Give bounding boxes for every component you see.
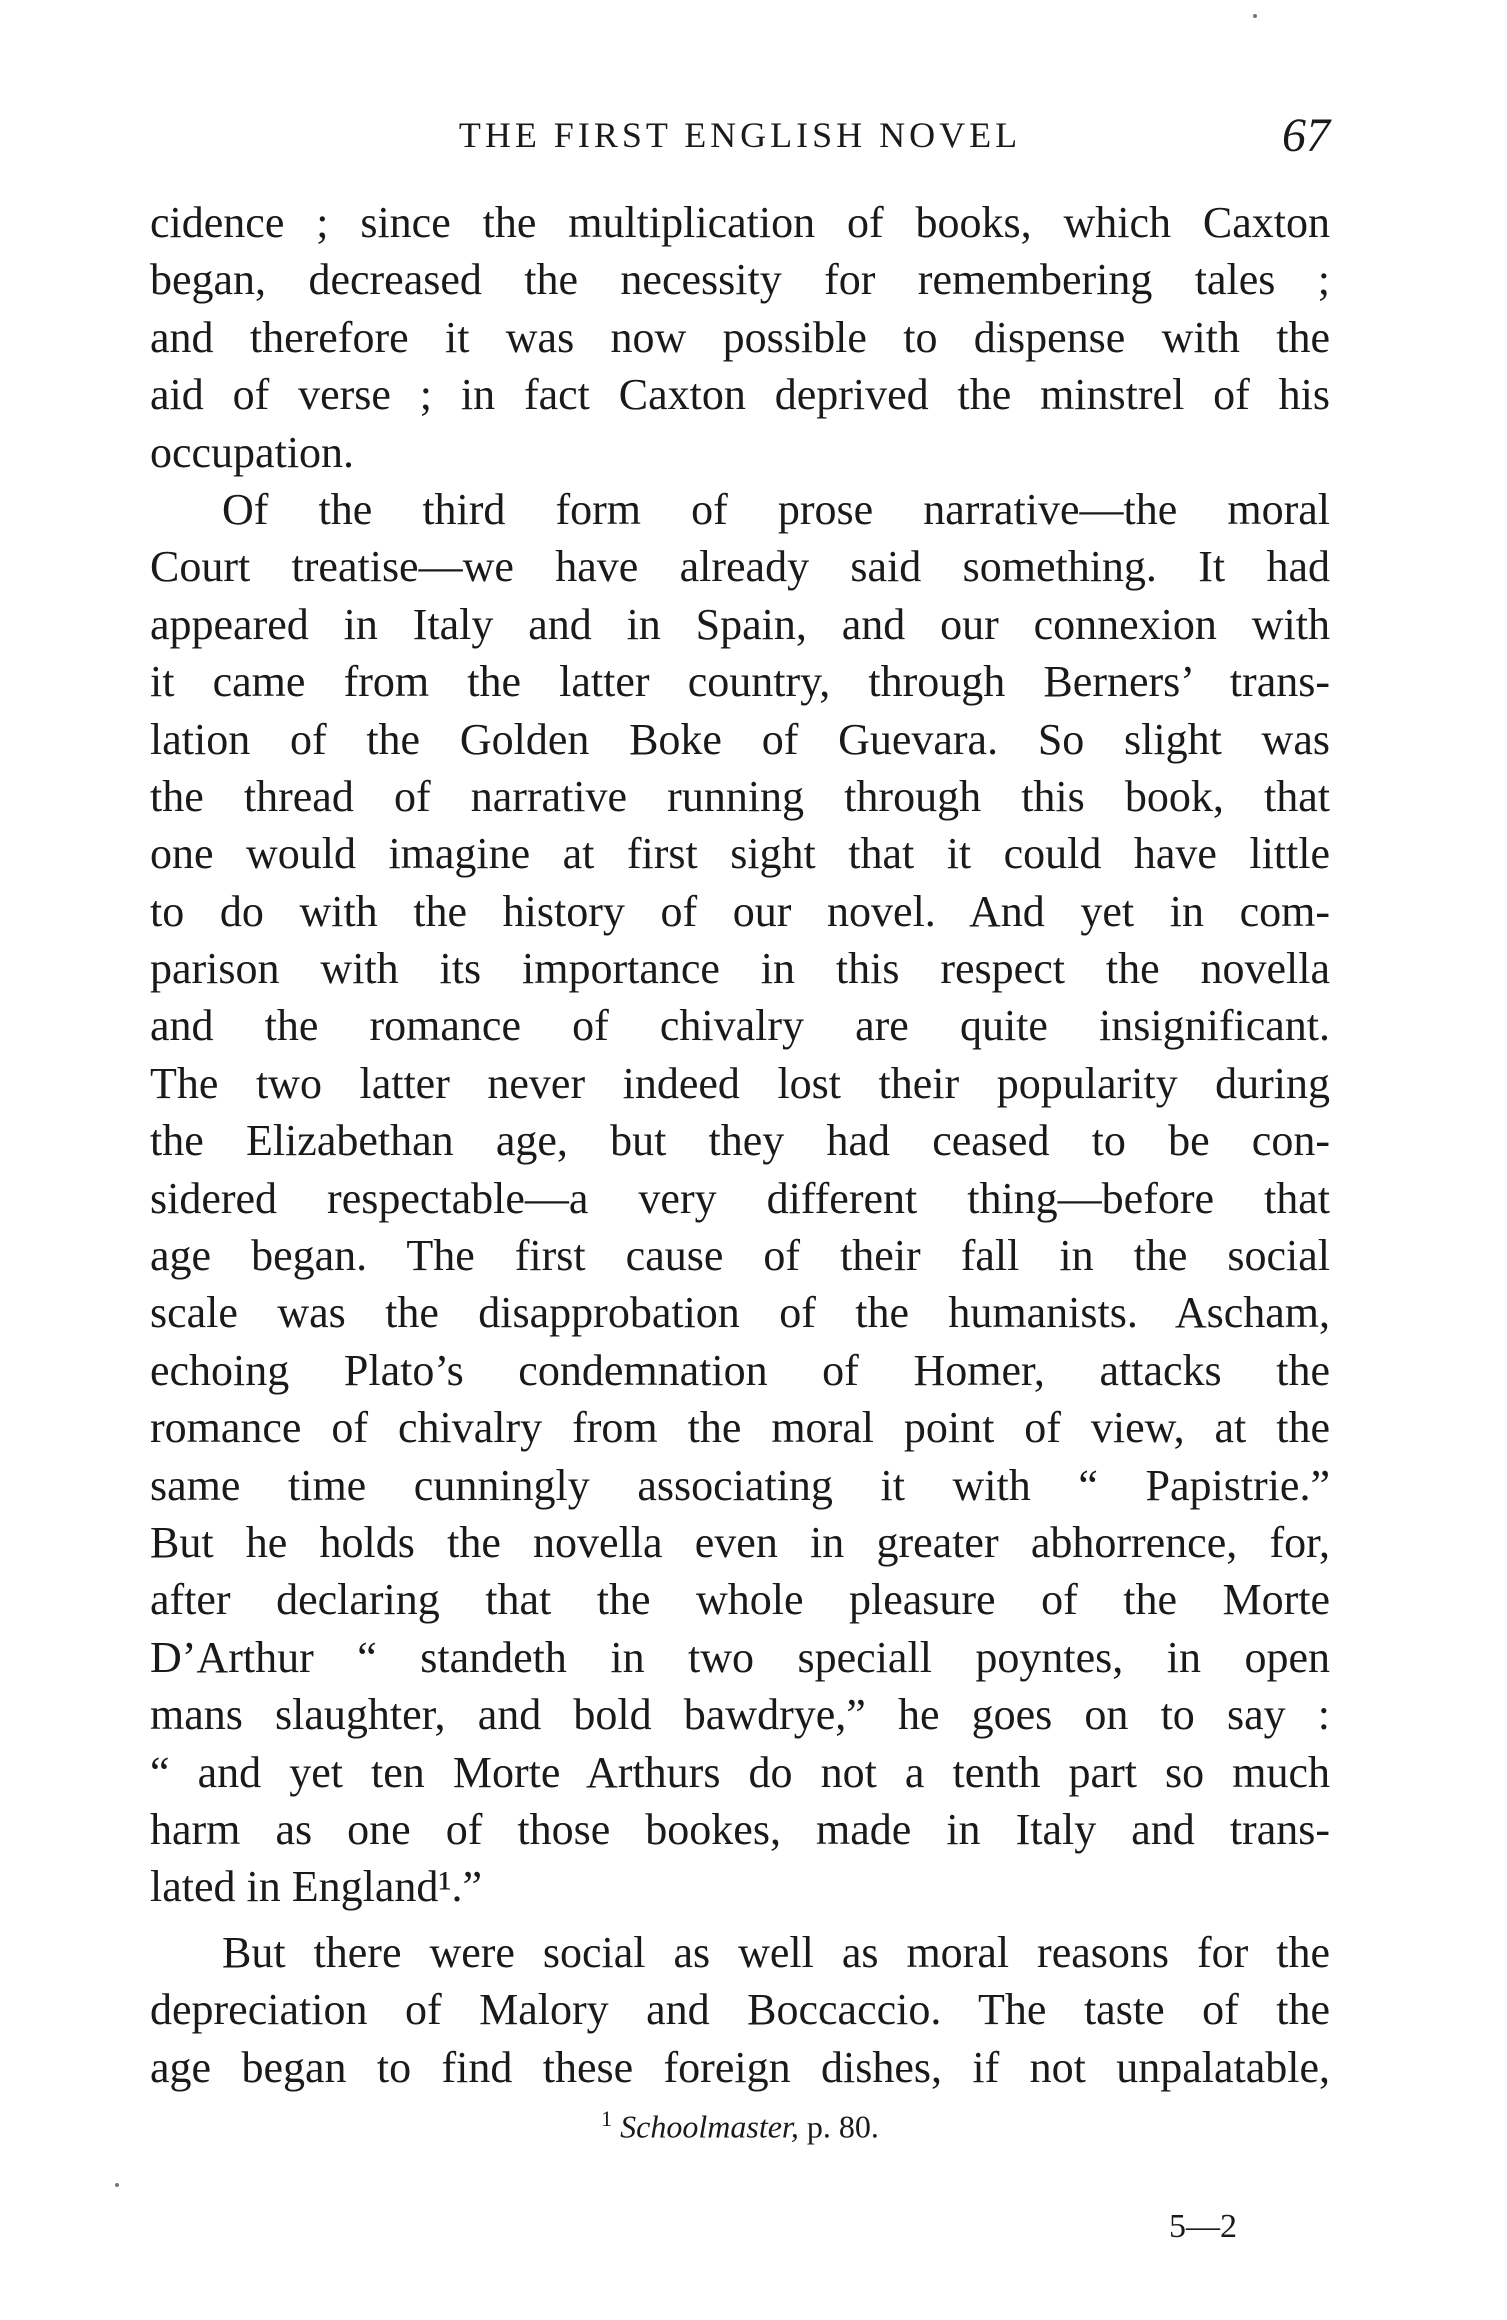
text-line: lation of the Golden Boke of Guevara. So slight was	[150, 714, 1330, 764]
text-line: mans slaughter, and bold bawdrye,” he goes on to say :	[150, 1690, 1330, 1740]
text-line: began, decreased the necessity for remembering tales ;	[150, 255, 1330, 305]
running-head	[150, 108, 1330, 168]
signature-mark: 5—2	[1169, 2208, 1237, 2245]
text-line: cidence ; since the multiplication of books, which Caxton	[150, 198, 1330, 247]
text-line: romance of chivalry from the moral point of view, at the	[150, 1403, 1330, 1453]
footnote-title: Schoolmaster,	[620, 2108, 799, 2145]
text-line: one would imagine at first sight that it could have little	[150, 829, 1330, 879]
text-line: D’Arthur “ standeth in two speciall poyntes, in open	[150, 1632, 1330, 1682]
text-line: sidered respectable—a very different thing—before that	[150, 1173, 1330, 1223]
ink-speck	[115, 2183, 119, 2187]
text-line: scale was the disapprobation of the humanists. Ascham,	[150, 1288, 1330, 1338]
text-line: lated in England¹.”	[150, 1862, 483, 1912]
text-line: it came from the latter country, through Berners’ trans-	[150, 657, 1330, 707]
running-title: THE FIRST ENGLISH NOVEL	[458, 115, 1022, 155]
text-line: age began. The first cause of their fall in the social	[150, 1231, 1330, 1281]
text-line: the Elizabethan age, but they had ceased to be con-	[150, 1116, 1330, 1166]
text-line: same time cunningly associating it with “ Papistrie.”	[150, 1460, 1330, 1510]
text-line: echoing Plato’s condemnation of Homer, attacks the	[150, 1345, 1330, 1395]
page-number: 67	[1282, 109, 1330, 162]
footnote-page-ref: p. 80.	[806, 2108, 879, 2145]
text-line: and the romance of chivalry are quite insignificant.	[150, 1001, 1330, 1051]
footnote-marker: 1	[601, 2106, 613, 2131]
text-line: and therefore it was now possible to dispense with the	[150, 312, 1330, 362]
footnote	[150, 2106, 1330, 2146]
text-line: parison with its importance in this respect the novella	[150, 944, 1330, 994]
body-text	[150, 194, 1330, 2096]
ink-speck	[1253, 14, 1257, 18]
text-line: But he holds the novella even in greater abhorrence, for,	[150, 1517, 1330, 1567]
text-line: The two latter never indeed lost their popularity during	[150, 1058, 1330, 1108]
text-line: appeared in Italy and in Spain, and our connexion with	[150, 599, 1330, 649]
text-line: Of the third form of prose narrative—the moral	[222, 484, 1330, 534]
text-line: age began to find these foreign dishes, if not unpalatable,	[150, 2042, 1330, 2092]
text-line: “ and yet ten Morte Arthurs do not a tenth part so much	[150, 1747, 1330, 1797]
text-line: occupation.	[150, 427, 355, 477]
text-line: the thread of narrative running through this book, that	[150, 771, 1330, 821]
text-line: to do with the history of our novel. And yet in com-	[150, 886, 1330, 936]
text-line: But there were social as well as moral reasons for the	[222, 1927, 1330, 1977]
text-line: Court treatise—we have already said something. It had	[150, 542, 1330, 592]
text-line: after declaring that the whole pleasure of the Morte	[150, 1575, 1330, 1625]
text-line: depreciation of Malory and Boccaccio. The taste of the	[150, 1985, 1330, 2035]
text-line: aid of verse ; in fact Caxton deprived the minstrel of his	[150, 370, 1330, 420]
text-line: harm as one of those bookes, made in Italy and trans-	[150, 1804, 1330, 1854]
